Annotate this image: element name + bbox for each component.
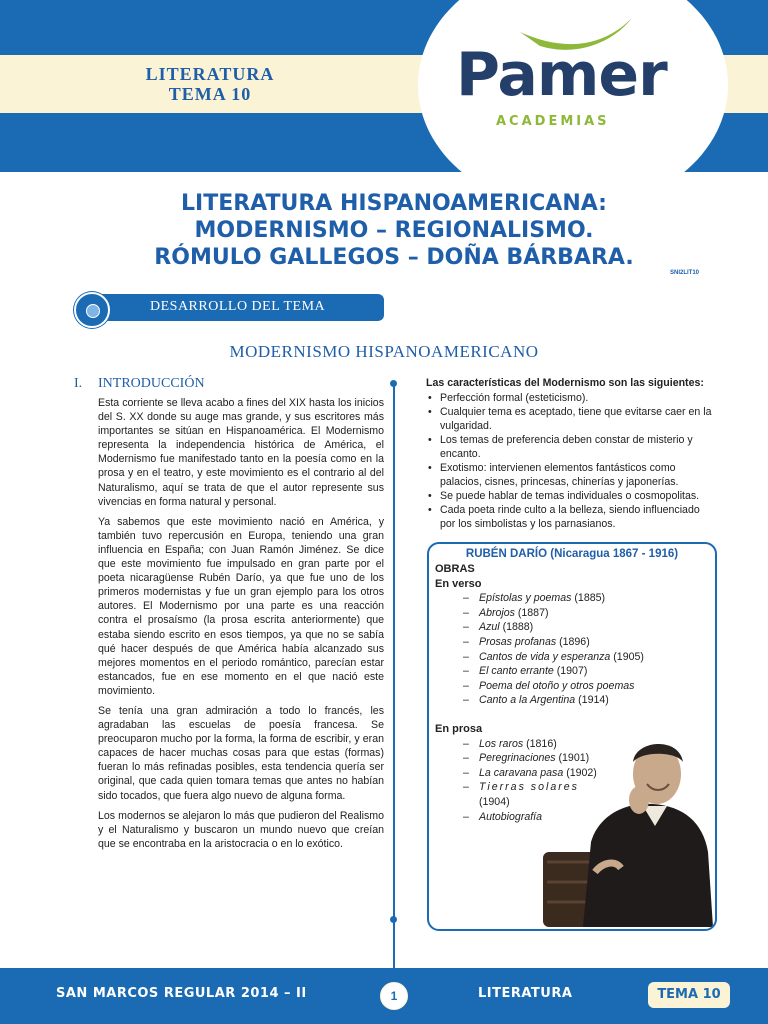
portrait-image — [543, 722, 713, 927]
page-title — [80, 190, 708, 271]
divider-dot-icon — [390, 380, 397, 387]
intro-paragraph: Los modernos se alejaron lo más que pudieron del Realismo y el Naturalismo y buscaron un mundo nuevo que creían que se encontraba en la aristocracia o en lo exótico. — [98, 809, 384, 850]
list-item: – Azul (1888) — [463, 620, 713, 635]
intro-heading — [74, 376, 205, 392]
dario-title — [429, 548, 715, 560]
footer-course: SAN MARCOS REGULAR 2014 – II — [56, 986, 307, 1001]
header-topic: TEMA 10 — [168, 84, 252, 104]
characteristics — [426, 376, 716, 531]
list-item: • Cada poeta rinde culto a la belleza, siendo influenciado por los simbolistas y los parnasianos. — [440, 503, 716, 531]
document-code: SNI2LIT10 — [670, 270, 700, 276]
column-divider — [393, 382, 395, 1002]
title-line-1: LITERATURA HISPANOAMERICANA: — [181, 191, 607, 216]
list-item: • Exotismo: intervienen elementos fantásticos como palacios, cisnes, princesas, chinerías y japonerías. — [440, 461, 716, 489]
title-line-3: RÓMULO GALLEGOS – DOÑA BÁRBARA. — [154, 245, 634, 270]
dario-name: RUBÉN DARÍO — [465, 548, 548, 560]
list-item: – La caravana pasa (1902) — [463, 766, 713, 781]
section-subtitle: MODERNISMO HISPANOAMERICANO — [229, 342, 539, 361]
section-label: DESARROLLO DEL TEMA — [150, 299, 326, 314]
verse-list — [435, 591, 713, 708]
divider-dot-icon — [390, 916, 397, 923]
list-item: – Tierras solares (1904) — [463, 780, 713, 809]
prose-label: En prosa — [435, 722, 483, 735]
list-item: – Autobiografía — [463, 810, 713, 825]
list-item: • Perfección formal (esteticismo). — [440, 391, 716, 405]
verse-label: En verso — [435, 577, 482, 590]
characteristics-list — [426, 391, 716, 531]
list-item: – Poema del otoño y otros poemas — [463, 679, 713, 694]
intro-paragraph: Ya sabemos que este movimiento nació en América, y también tuvo repercusión en Europa, teniendo una gran influencia en España; con Juan Ramón Jiménez. Se dice que este movimiento fue impulsado en gran parte por el poeta nicaragüense Rubén Darío, ya que fue uno de los primeros modernistas y fue un gran ejemplo para los otros autores. El Modernismo por una parte es una reacción contra el prosaísmo (la prosa escrita anteriormente) que estaba siendo escrito en esos tiempos, ya que no se sabía qué hacer después de que América había alcanzado sus mejores momentos en el periodo romántico, parecían estar estancados, fue en ese momento en el que nació este movimiento. — [98, 515, 384, 697]
list-item: – El canto errante (1907) — [463, 664, 713, 679]
intro-paragraph: Se tenía una gran admiración a todo lo francés, les agradaban las escuelas de poesía francesa. Se preocuparon mucho por la forma, la forma de escribir, y eran capaces de hacer muchas cosas para que estas (formas) fueran lo más refinadas posibles, esta tendencia quería ser original, que cada quien tomara temas que antes no habían sido tocados, que fuera algo nuevo de alguna forma. — [98, 704, 384, 802]
characteristics-heading: Las características del Modernismo son las siguientes: — [426, 377, 704, 389]
list-item: – Peregrinaciones (1901) — [463, 751, 713, 766]
list-item: – Prosas profanas (1896) — [463, 635, 713, 650]
list-item: – Epístolas y poemas (1885) — [463, 591, 713, 606]
list-item: – Cantos de vida y esperanza (1905) — [463, 650, 713, 665]
footer-topic-badge: TEMA 10 — [648, 982, 730, 1008]
header-title — [100, 64, 320, 104]
list-item: • Cualquier tema es aceptado, tiene que evitarse caer en la vulgaridad. — [440, 405, 716, 433]
page-number: 1 — [380, 982, 408, 1010]
title-line-2: MODERNISMO – REGIONALISMO. — [194, 218, 594, 243]
logo-subtitle: ACADEMIAS — [496, 114, 610, 129]
section-bullet-icon — [74, 292, 110, 328]
intro-paragraph: Esta corriente se lleva acabo a fines del XIX hasta los inicios del S. XX donde su auge mas grande, y sus escritores más importantes se sitúan en Hispanoamérica. El Modernismo representa la independencia histórica de América, el Modernismo fue manifestado tanto en la poesía como en la prosa y en el teatro, y este movimiento es el contrario al del Naturalismo, aquí se trata de que el autor represente sus vivencias en forma natural y personal. — [98, 397, 384, 508]
list-item: – Los raros (1816) — [463, 737, 713, 752]
works-label: OBRAS — [435, 563, 475, 575]
list-item: – Abrojos (1887) — [463, 606, 713, 621]
logo-name: Pamer — [456, 40, 667, 110]
list-item: – Canto a la Argentina (1914) — [463, 693, 713, 708]
header-subject: LITERATURA — [145, 64, 275, 84]
list-item: • Los temas de preferencia deben constar de misterio y encanto. — [440, 433, 716, 461]
dario-box — [427, 542, 717, 931]
intro-body — [98, 396, 384, 857]
footer-subject: LITERATURA — [478, 986, 573, 1001]
intro-number: I. — [74, 376, 83, 391]
list-item: • Se puede hablar de temas individuales o cosmopolitas. — [440, 489, 716, 503]
intro-heading-text: INTRODUCCIÓN — [98, 376, 205, 391]
dario-dates: (Nicaragua 1867 - 1916) — [550, 548, 679, 560]
